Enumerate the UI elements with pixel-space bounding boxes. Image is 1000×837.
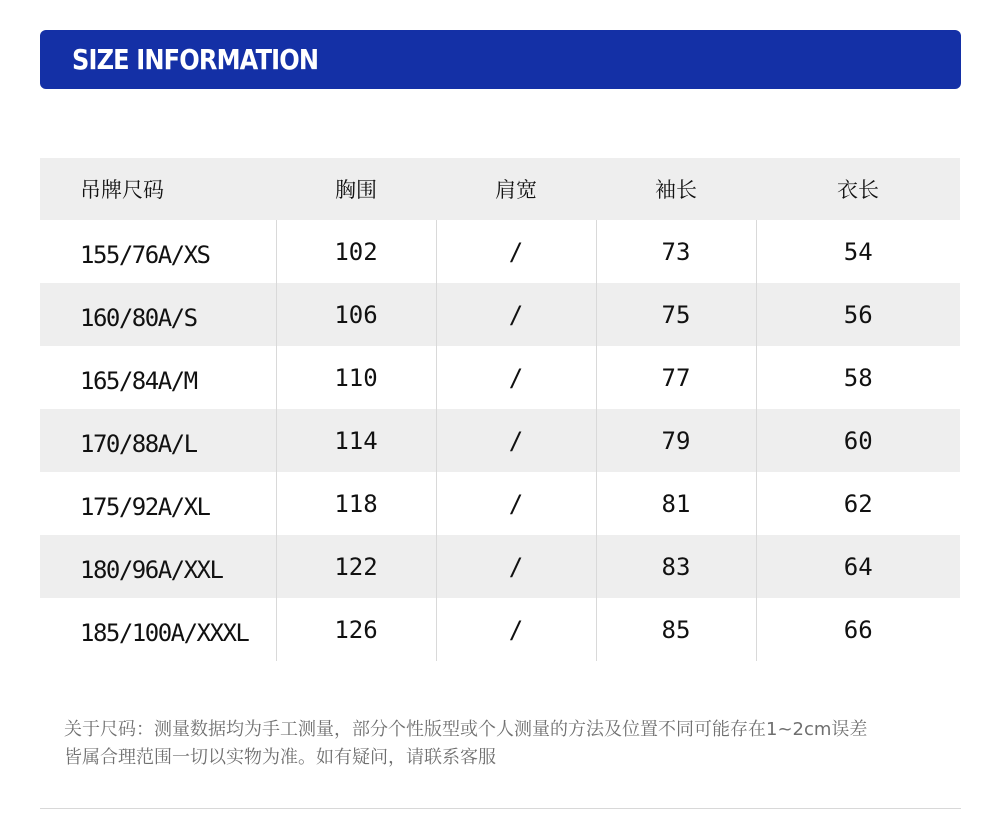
chest-cell: 114 — [276, 409, 436, 472]
tag-size-cell: 185/100A/XXXL — [80, 618, 249, 647]
sleeve-cell: 77 — [596, 346, 756, 409]
chest-cell: 118 — [276, 472, 436, 535]
sleeve-cell: 75 — [596, 283, 756, 346]
sleeve-cell: 85 — [596, 598, 756, 661]
column-header-shoulder: 肩宽 — [436, 158, 596, 220]
size-note-line-2: 皆属合理范围一切以实物为准。如有疑问，请联系客服 — [64, 747, 496, 768]
length-cell: 64 — [756, 535, 960, 598]
chest-cell: 102 — [276, 220, 436, 283]
chest-cell: 122 — [276, 535, 436, 598]
shoulder-cell: / — [436, 598, 596, 661]
shoulder-cell: / — [436, 283, 596, 346]
shoulder-cell: / — [436, 535, 596, 598]
length-cell: 60 — [756, 409, 960, 472]
length-cell: 56 — [756, 283, 960, 346]
table-row — [40, 409, 960, 472]
tag-size-cell: 160/80A/S — [40, 283, 276, 346]
table-row — [40, 283, 960, 346]
tag-size-cell: 165/84A/M — [80, 366, 197, 395]
table-row — [40, 598, 960, 661]
table-row — [40, 346, 960, 409]
sleeve-cell: 81 — [596, 472, 756, 535]
shoulder-cell: / — [436, 220, 596, 283]
chest-cell: 110 — [276, 346, 436, 409]
table-row — [40, 220, 960, 283]
bottom-divider — [40, 808, 961, 809]
tag-size-cell: 180/96A/XXL — [40, 535, 276, 598]
length-cell: 62 — [756, 472, 960, 535]
table-row — [40, 535, 960, 598]
column-header-sleeve: 袖长 — [596, 158, 756, 220]
column-header-chest: 胸围 — [276, 158, 436, 220]
sleeve-cell: 83 — [596, 535, 756, 598]
chest-cell: 126 — [276, 598, 436, 661]
column-header-length: 衣长 — [756, 158, 960, 220]
shoulder-cell: / — [436, 472, 596, 535]
length-cell: 66 — [756, 598, 960, 661]
length-cell: 58 — [756, 346, 960, 409]
shoulder-cell: / — [436, 409, 596, 472]
size-note — [64, 716, 964, 772]
sleeve-cell: 79 — [596, 409, 756, 472]
tag-size-cell: 175/92A/XL — [80, 492, 210, 521]
chest-cell: 106 — [276, 283, 436, 346]
column-header-tag-size: 吊牌尺码 — [40, 158, 276, 220]
size-table — [40, 158, 960, 661]
tag-size-cell: 170/88A/L — [40, 409, 276, 472]
sleeve-cell: 73 — [596, 220, 756, 283]
shoulder-cell: / — [436, 346, 596, 409]
header-title: SIZE INFORMATION — [72, 43, 319, 76]
table-header-row — [40, 158, 960, 220]
table-row — [40, 472, 960, 535]
size-note-line-1: 关于尺码：测量数据均为手工测量，部分个性版型或个人测量的方法及位置不同可能存在1~2cm误差 — [64, 719, 868, 740]
size-information-header — [40, 30, 961, 89]
length-cell: 54 — [756, 220, 960, 283]
tag-size-cell: 155/76A/XS — [80, 240, 210, 269]
